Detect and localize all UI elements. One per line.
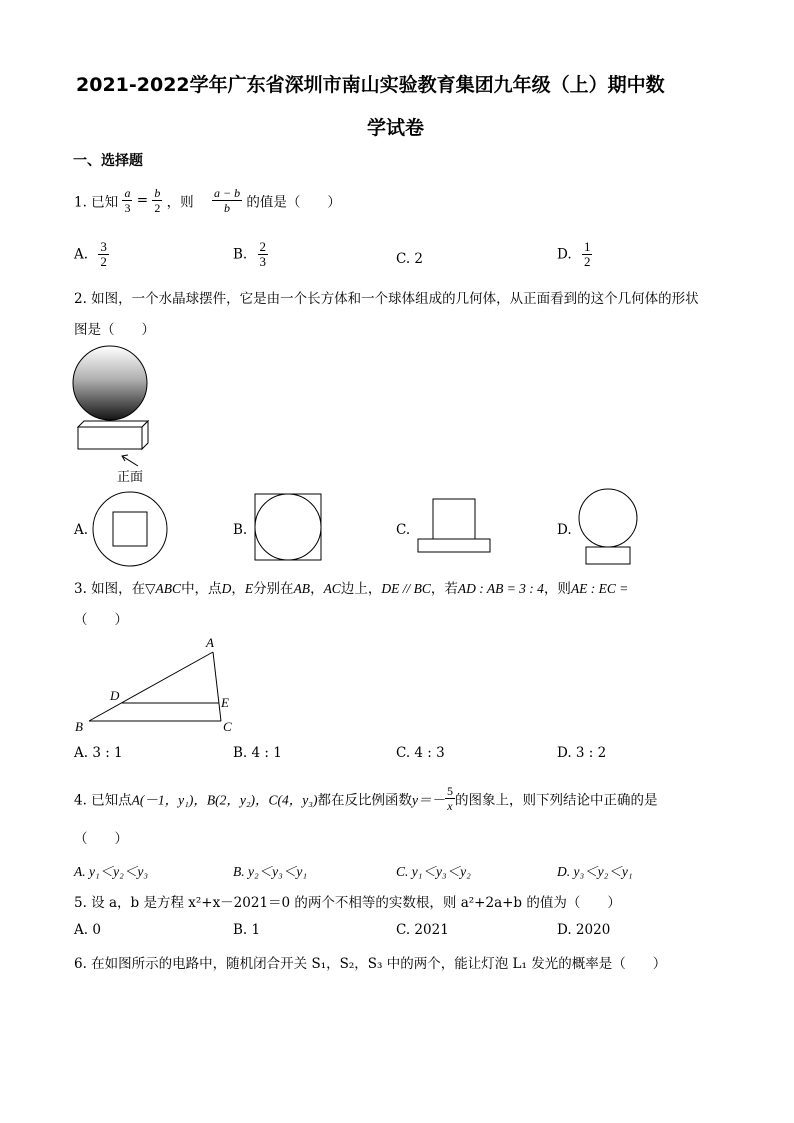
question-2-line2: 图是（ ） xyxy=(74,322,155,338)
paper-title-line2: 学试卷 xyxy=(367,117,425,139)
q5-option-d[interactable]: D. 2020 xyxy=(557,922,611,938)
q1-option-b[interactable]: B. $\frac{2}{3}$ xyxy=(233,239,267,269)
question-4-line2: （ ） xyxy=(74,831,128,847)
q2-option-d-label[interactable]: D. xyxy=(557,522,572,538)
vertex-b-label: B xyxy=(75,719,83,734)
q1-fraction-a-over-3: $\frac{a}{3}$ xyxy=(124,186,131,215)
q4-option-d[interactable]: D. y₃＜y₂＜y₁ xyxy=(557,864,633,879)
side-ac xyxy=(213,652,221,721)
q1-option-a[interactable]: A. $\frac{3}{2}$ xyxy=(74,239,107,269)
q1-equals: = xyxy=(136,192,149,209)
q5-option-a[interactable]: A. 0 xyxy=(74,922,101,938)
paper-title-line1: 2021-2022学年广东省深圳市南山实验教育集团九年级（上）期中数 xyxy=(76,74,665,96)
question-3-line2: （ ） xyxy=(74,612,128,628)
q1-option-c[interactable]: C. 2 xyxy=(396,251,424,267)
q1-fraction-a-minus-b-over-b: $\frac{a - b}{b}$ xyxy=(213,186,241,215)
q2-option-c-label[interactable]: C. xyxy=(396,522,411,538)
question-5: 5. 设 a，b 是方程 x²+x－2021＝0 的两个不相等的实数根，则 a²+2a+b 的值为（ ） xyxy=(74,895,621,911)
q3-option-d[interactable]: D. 3 : 2 xyxy=(557,745,607,761)
q3-option-c[interactable]: C. 4 : 3 xyxy=(396,745,445,761)
section-heading: 一、选择题 xyxy=(73,153,143,169)
q1-fraction-b-over-2: $\frac{b}{2}$ xyxy=(154,186,161,215)
side-ab xyxy=(89,652,213,721)
q4-option-b[interactable]: B. y₂＜y₃＜y₁ xyxy=(233,864,308,879)
point-e-label: E xyxy=(221,695,229,710)
q5-option-b[interactable]: B. 1 xyxy=(233,922,261,938)
q3-option-a[interactable]: A. 3 : 1 xyxy=(74,745,123,761)
point-d-label: D xyxy=(110,688,120,703)
question-4-line1: 4. 已知点A(－1，y₁)，B(2，y₂)，C(4，y₃)都在反比例函数y＝－ $\frac{5}{x}$ 的图象上，则下列结论中正确的是 xyxy=(74,784,658,813)
q4-option-a[interactable]: A. y₁＜y₂＜y₃ xyxy=(74,864,149,879)
q1-prefix: 1. 已知 xyxy=(74,194,119,211)
question-3-line1: 3. 如图，在▽ABC中，点D，E分别在AB，AC边上，DE // BC，若AD : AB = 3 : 4，则AE : EC = xyxy=(74,581,629,597)
q3-option-b[interactable]: B. 4 : 1 xyxy=(233,745,282,761)
q1-option-d[interactable]: D. $\frac{1}{2}$ xyxy=(557,239,591,269)
q4-option-c[interactable]: C. y₁＜y₃＜y₂ xyxy=(396,864,471,879)
question-2-line1: 2. 如图，一个水晶球摆件，它是由一个长方体和一个球体组成的几何体，从正面看到的这个几何体的形状 xyxy=(74,291,699,307)
question-6: 6. 在如图所示的电路中，随机闭合开关 S₁，S₂，S₃ 中的两个，能让灯泡 L₁ 发光的概率是（ ） xyxy=(74,956,667,972)
q1-suffix: 的值是（ ） xyxy=(246,194,341,211)
q1-mid: ，则 xyxy=(166,194,194,211)
q5-option-c[interactable]: C. 2021 xyxy=(396,922,449,938)
q2-option-b-label[interactable]: B. xyxy=(233,522,248,538)
vertex-a-label: A xyxy=(206,635,214,650)
front-label: 正面 xyxy=(117,470,144,485)
q2-option-a-label[interactable]: A. xyxy=(74,522,89,538)
vertex-c-label: C xyxy=(223,719,232,734)
